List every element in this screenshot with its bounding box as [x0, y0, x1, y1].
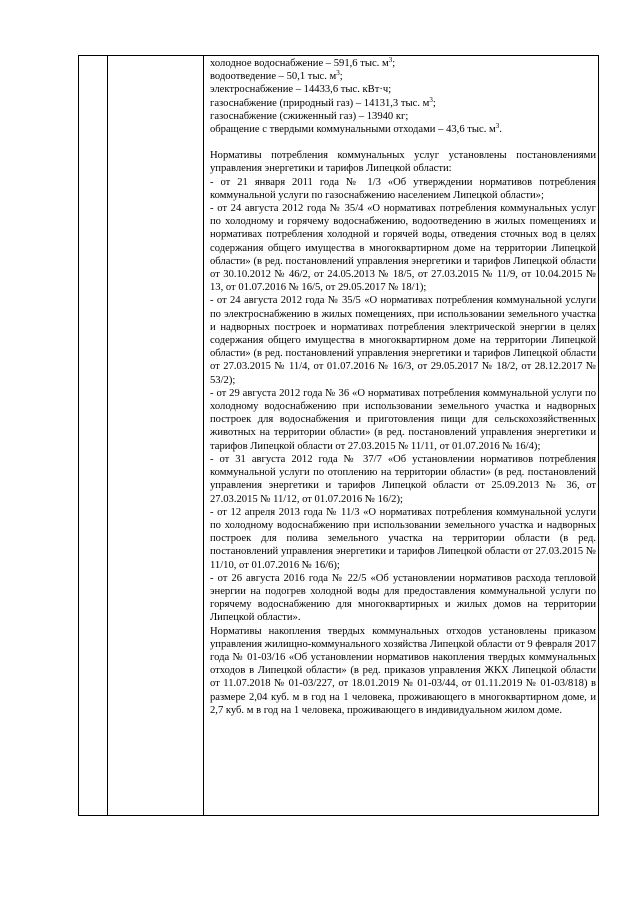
- normative-item: - от 29 августа 2012 года № 36 «О нормативах потребления коммунальной услуги по холодному водоснабжению при использовании земельного участка и надворных построек для водоснабжения и приготовления пищи для сельскохозяйственных животных на территории области» (в ред. постановлений управления энергетики и тарифов Липецкой области от 27.03.2015 № 11/11, от 01.07.2016 № 16/4);: [210, 387, 596, 452]
- consumption-line: водоотведение – 50,1 тыс. $м^3$;: [210, 69, 343, 83]
- content-cell: [210, 57, 596, 717]
- normatives-intro: Нормативы потребления коммунальных услуг установлены постановлениями управления энергетики и тарифов Липецкой области:: [210, 150, 596, 175]
- normative-item: - от 21 января 2011 года № 1/3 «Об утверждении нормативов потребления коммунальной услуги по газоснабжению населением Липецкой области»;: [210, 176, 596, 201]
- column-divider: [107, 56, 108, 815]
- normative-item: - от 26 августа 2016 года № 22/5 «Об установлении нормативов расхода тепловой энергии на подогрев холодной воды для предоставления коммунальной услуги по горячему водоснабжению для многоквартирных и жилых домов на территории Липецкой области».: [210, 572, 596, 624]
- waste-paragraph: Нормативы накопления твердых коммунальных отходов установлены приказом управления жилищно-коммунального хозяйства Липецкой области от 9 февраля 2017 года № 01-03/16 «Об установлении нормативов накопления твердых коммунальных отходов в Липецкой области» (в ред. приказов управления ЖКХ Липецкой области от 11.07.2018 № 01-03/227, от 18.01.2019 № 01-03/44, от 01.11.2019 № 01-03/818) в размере 2,04 куб. м в год на 1 человека, проживающего в многоквартирном доме, и 2,7 куб. м в год на 1 человека, проживающего в индивидуальном жилом доме.: [210, 625, 596, 716]
- normative-item: - от 12 апреля 2013 года № 11/3 «О нормативах потребления коммунальной услуги по холодному водоснабжению при использовании земельного участка и надворных построек для полива земельного участка на территории области (в ред. постановлений управления энергетики и тарифов Липецкой области от 27.03.2015 № 11/10, от 01.07.2016 № 16/6);: [210, 506, 596, 571]
- consumption-line: холодное водоснабжение – 591,6 тыс. $м^3$;: [210, 56, 396, 69]
- document-table: [78, 55, 599, 816]
- consumption-list: [210, 57, 596, 136]
- normative-item: - от 31 августа 2012 года № 37/7 «Об установлении нормативов потребления коммунальной услуги по отоплению на территории области» (в ред. постановлений управления энергетики и тарифов Липецкой области от 25.09.2013 № 36, от 27.03.2015 № 11/12, от 01.07.2016 № 16/2);: [210, 453, 596, 505]
- normative-item: - от 24 августа 2012 года № 35/4 «О нормативах потребления коммунальных услуг по холодному и горячему водоснабжению, водоотведению в жилых помещениях и нормативах потребления холодной и горячей воды, отведения сточных вод в целях содержания общего имущества в многоквартирном доме на территории Липецкой области» (в ред. постановлений управления энергетики и тарифов Липецкой области от 30.10.2012 № 46/2, от 24.05.2013 № 18/5, от 27.03.2015 № 11/9, от 10.04.2015 № 13, от 01.07.2016 № 16/5, от 29.05.2017 № 18/1);: [210, 203, 596, 294]
- consumption-line: газоснабжение (сжиженный газ) – 13940 кг;: [210, 110, 409, 122]
- normative-item: - от 24 августа 2012 года № 35/5 «О нормативах потребления коммунальной услуги по электроснабжению в жилых помещениях, при использовании земельного участка и надворных построек и нормативах потребления электрической энергии в целях содержания общего имущества в многоквартирном доме на территории Липецкой области» (в ред. постановлений управления энергетики и тарифов Липецкой области от 27.03.2015 № 11/4, от 01.07.2016 № 16/3, от 29.05.2017 № 18/2, от 28.12.2017 № 53/2);: [210, 295, 596, 386]
- column-divider: [203, 56, 204, 815]
- consumption-line: газоснабжение (природный газ) – 14131,3 тыс. $м^3$;: [210, 95, 436, 109]
- consumption-line: обращение с твердыми коммунальными отходами – 43,6 тыс. $м^3$.: [210, 122, 502, 136]
- consumption-line: электроснабжение – 14433,6 тыс. кВт·ч;: [210, 84, 392, 96]
